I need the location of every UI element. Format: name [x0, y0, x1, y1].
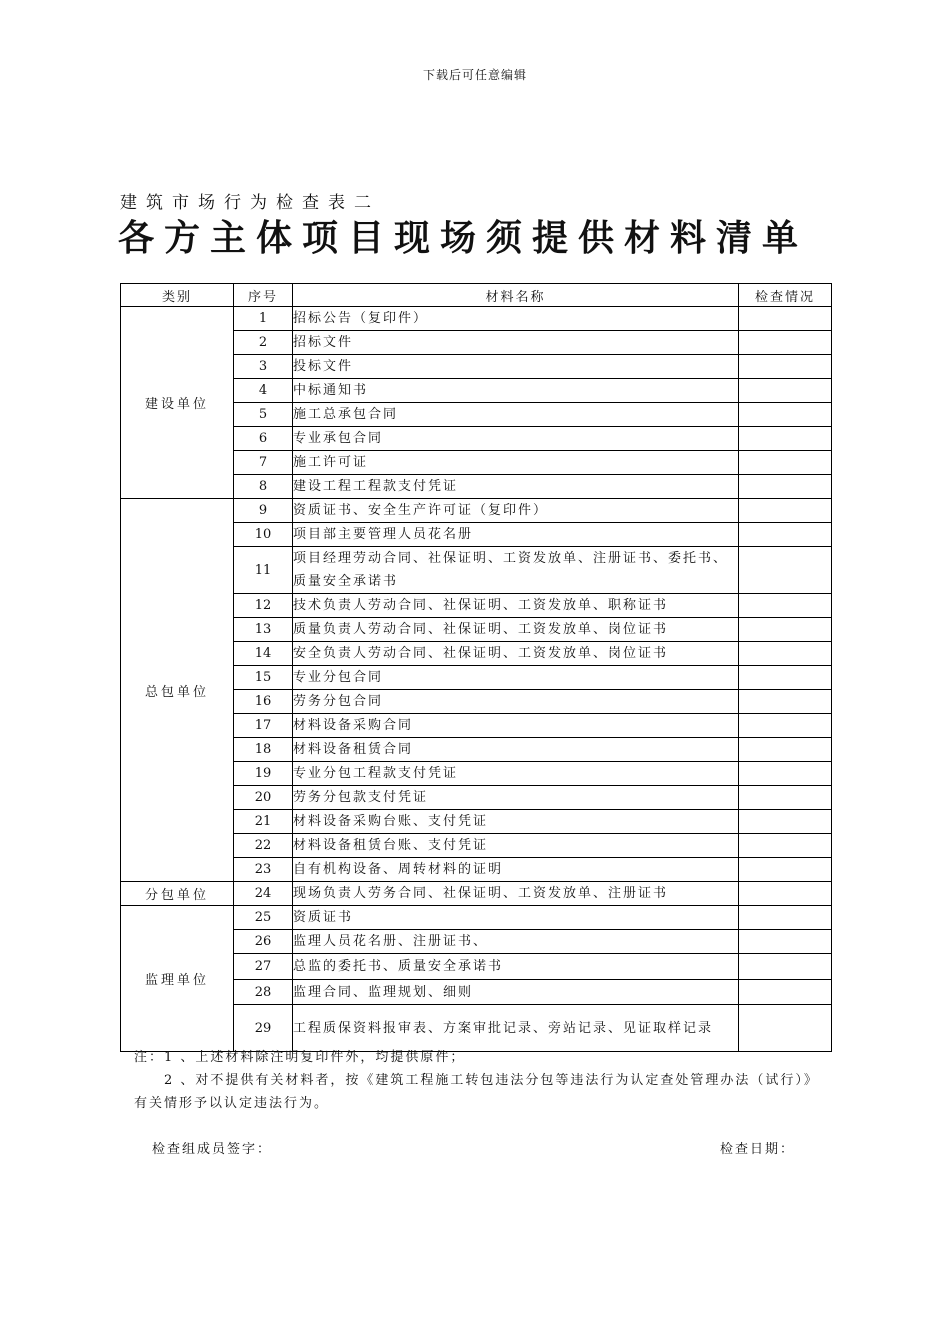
- check-status-cell[interactable]: [739, 499, 832, 523]
- check-status-cell[interactable]: [739, 762, 832, 786]
- item-number: 9: [234, 499, 293, 523]
- material-name: 自有机构设备、周转材料的证明: [293, 858, 739, 882]
- check-status-cell[interactable]: [739, 738, 832, 762]
- material-name: 施工总承包合同: [293, 403, 739, 427]
- item-number: 10: [234, 523, 293, 547]
- table-row: [121, 882, 832, 906]
- category-cell: 总包单位: [121, 499, 234, 882]
- material-name: 材料设备采购台账、支付凭证: [293, 810, 739, 834]
- material-name: 总监的委托书、质量安全承诺书: [293, 954, 739, 980]
- item-number: 12: [234, 594, 293, 618]
- material-name: 专业分包合同: [293, 666, 739, 690]
- check-status-cell[interactable]: [739, 307, 832, 331]
- item-number: 18: [234, 738, 293, 762]
- check-status-cell[interactable]: [739, 642, 832, 666]
- material-name: 施工许可证: [293, 451, 739, 475]
- material-name: 劳务分包合同: [293, 690, 739, 714]
- check-status-cell[interactable]: [739, 451, 832, 475]
- item-number: 8: [234, 475, 293, 499]
- material-name: 监理合同、监理规划、细则: [293, 980, 739, 1005]
- check-status-cell[interactable]: [739, 618, 832, 642]
- material-name: 安全负责人劳动合同、社保证明、工资发放单、岗位证书: [293, 642, 739, 666]
- note-1: 注：1 、上述材料除注明复印件外，均提供原件；: [134, 1050, 466, 1065]
- material-name: 质量负责人劳动合同、社保证明、工资发放单、岗位证书: [293, 618, 739, 642]
- material-name: 监理人员花名册、注册证书、: [293, 930, 739, 954]
- check-status-cell[interactable]: [739, 594, 832, 618]
- materials-table: [120, 283, 832, 1052]
- header-check-status: 检查情况: [739, 284, 832, 307]
- check-status-cell[interactable]: [739, 427, 832, 451]
- item-number: 29: [234, 1005, 293, 1052]
- material-name: 项目部主要管理人员花名册: [293, 523, 739, 547]
- item-number: 4: [234, 379, 293, 403]
- material-name: 资质证书: [293, 906, 739, 930]
- item-number: 26: [234, 930, 293, 954]
- table-row: [121, 307, 832, 331]
- date-label: 检查日期：: [720, 1142, 796, 1157]
- check-status-cell[interactable]: [739, 690, 832, 714]
- check-status-cell[interactable]: [739, 980, 832, 1005]
- item-number: 7: [234, 451, 293, 475]
- check-status-cell[interactable]: [739, 1005, 832, 1052]
- document-title: 各方主体项目现场须提供材料清单: [118, 217, 809, 259]
- item-number: 15: [234, 666, 293, 690]
- item-number: 5: [234, 403, 293, 427]
- check-status-cell[interactable]: [739, 906, 832, 930]
- material-name: 材料设备采购合同: [293, 714, 739, 738]
- category-cell: 建设单位: [121, 307, 234, 499]
- check-status-cell[interactable]: [739, 475, 832, 499]
- check-status-cell[interactable]: [739, 666, 832, 690]
- item-number: 14: [234, 642, 293, 666]
- item-number: 23: [234, 858, 293, 882]
- table-row: [121, 906, 832, 930]
- document-subtitle: 建筑市场行为检查表二: [120, 193, 380, 213]
- check-status-cell[interactable]: [739, 834, 832, 858]
- material-name: 项目经理劳动合同、社保证明、工资发放单、注册证书、委托书、质量安全承诺书: [293, 547, 739, 594]
- check-status-cell[interactable]: [739, 331, 832, 355]
- item-number: 16: [234, 690, 293, 714]
- check-status-cell[interactable]: [739, 523, 832, 547]
- item-number: 2: [234, 331, 293, 355]
- item-number: 25: [234, 906, 293, 930]
- header-material-name: 材料名称: [293, 284, 739, 307]
- check-status-cell[interactable]: [739, 403, 832, 427]
- header-note: 下载后可任意编辑: [422, 68, 527, 82]
- category-cell: 分包单位: [121, 882, 234, 906]
- item-number: 3: [234, 355, 293, 379]
- material-name: 招标公告（复印件）: [293, 307, 739, 331]
- material-name: 技术负责人劳动合同、社保证明、工资发放单、职称证书: [293, 594, 739, 618]
- material-name: 材料设备租赁台账、支付凭证: [293, 834, 739, 858]
- notes: [134, 1046, 824, 1115]
- material-name: 现场负责人劳务合同、社保证明、工资发放单、注册证书: [293, 882, 739, 906]
- check-status-cell[interactable]: [739, 714, 832, 738]
- signature-label: 检查组成员签字：: [152, 1142, 273, 1157]
- material-name: 专业承包合同: [293, 427, 739, 451]
- check-status-cell[interactable]: [739, 954, 832, 980]
- note-2: 2 、对不提供有关材料者，按《建筑工程施工转包违法分包等违法行为认定查处管理办法（试行）》有关情形予以认定违法行为。: [134, 1073, 819, 1111]
- item-number: 17: [234, 714, 293, 738]
- item-number: 6: [234, 427, 293, 451]
- item-number: 11: [234, 547, 293, 594]
- item-number: 27: [234, 954, 293, 980]
- table-body: [121, 307, 832, 1052]
- check-status-cell[interactable]: [739, 379, 832, 403]
- item-number: 1: [234, 307, 293, 331]
- item-number: 19: [234, 762, 293, 786]
- material-name: 工程质保资料报审表、方案审批记录、旁站记录、见证取样记录: [293, 1005, 739, 1052]
- table-row: [121, 499, 832, 523]
- header-category: 类别: [121, 284, 234, 307]
- item-number: 21: [234, 810, 293, 834]
- check-status-cell[interactable]: [739, 547, 832, 594]
- check-status-cell[interactable]: [739, 810, 832, 834]
- check-status-cell[interactable]: [739, 930, 832, 954]
- material-name: 中标通知书: [293, 379, 739, 403]
- check-status-cell[interactable]: [739, 355, 832, 379]
- item-number: 20: [234, 786, 293, 810]
- material-name: 资质证书、安全生产许可证（复印件）: [293, 499, 739, 523]
- material-name: 材料设备租赁合同: [293, 738, 739, 762]
- table-header-row: [121, 284, 832, 307]
- header-number: 序号: [234, 284, 293, 307]
- item-number: 13: [234, 618, 293, 642]
- material-name: 投标文件: [293, 355, 739, 379]
- check-status-cell[interactable]: [739, 882, 832, 906]
- item-number: 28: [234, 980, 293, 1005]
- material-name: 招标文件: [293, 331, 739, 355]
- check-status-cell[interactable]: [739, 786, 832, 810]
- material-name: 专业分包工程款支付凭证: [293, 762, 739, 786]
- material-name: 劳务分包款支付凭证: [293, 786, 739, 810]
- item-number: 22: [234, 834, 293, 858]
- category-cell: 监理单位: [121, 906, 234, 1052]
- check-status-cell[interactable]: [739, 858, 832, 882]
- item-number: 24: [234, 882, 293, 906]
- material-name: 建设工程工程款支付凭证: [293, 475, 739, 499]
